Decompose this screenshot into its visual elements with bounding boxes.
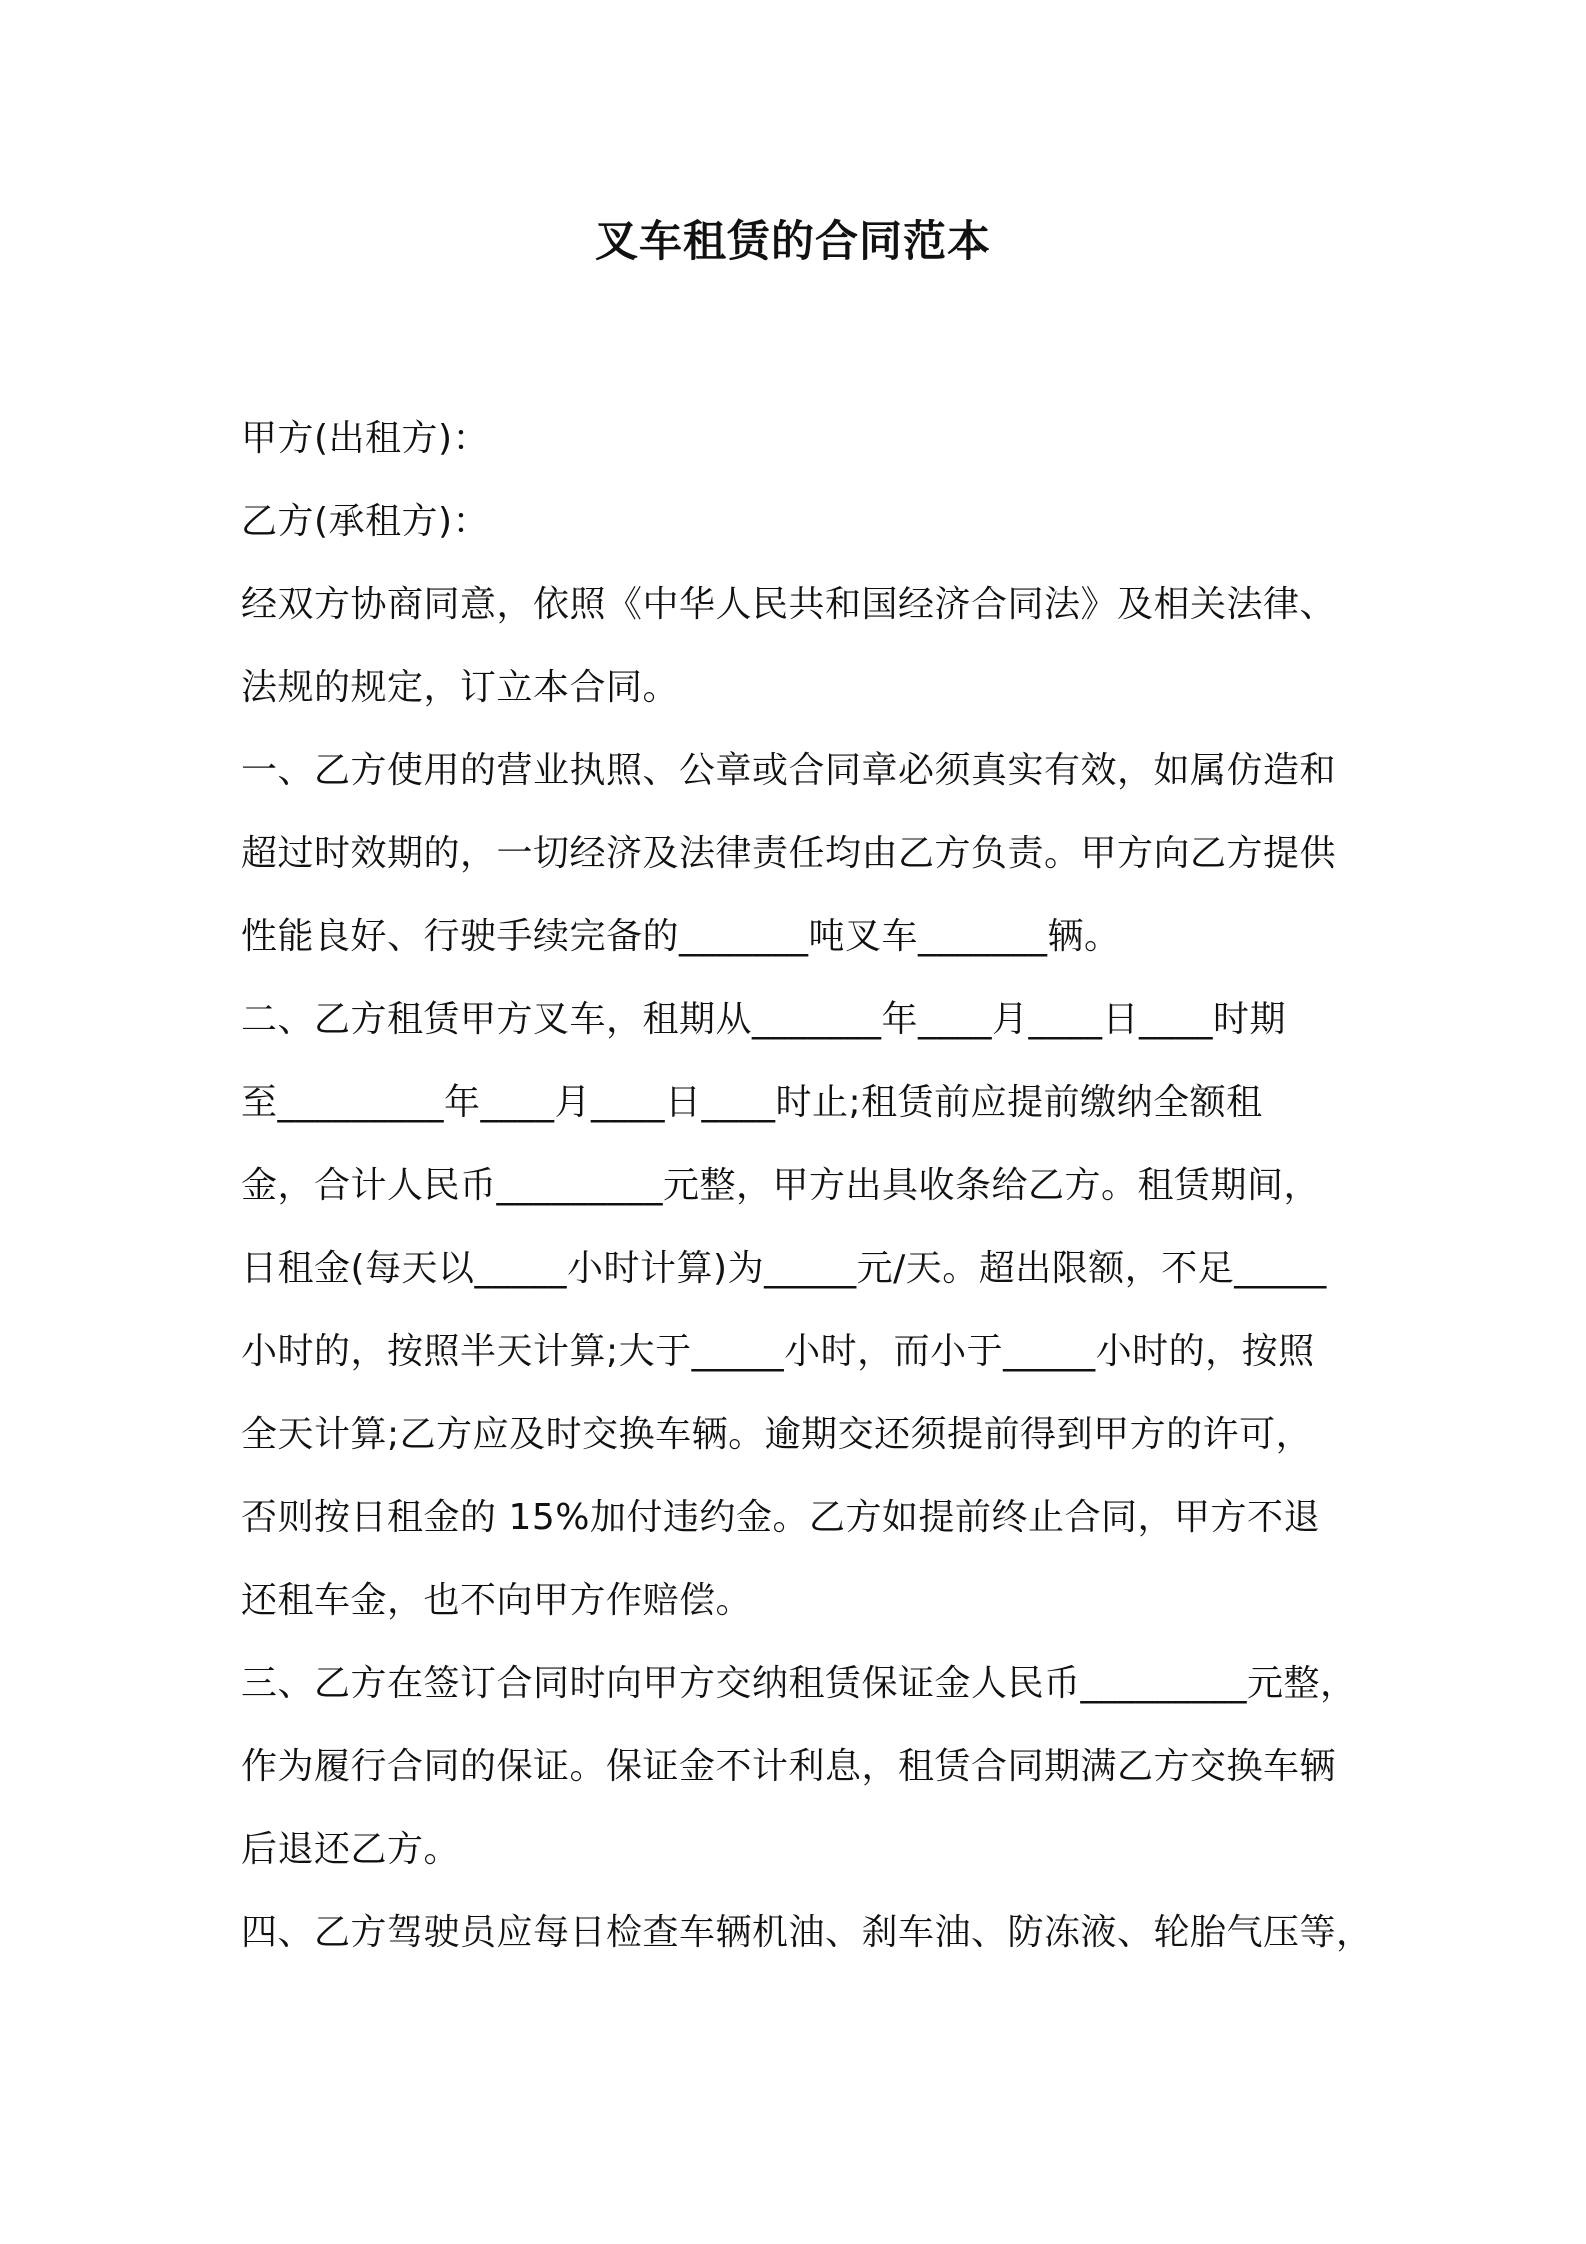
clause-3-line: 后退还乙方。 — [241, 1829, 461, 1870]
preamble-line: 法规的规定，订立本合同。 — [241, 667, 680, 708]
clause-2-line: 日租金(每天以_____小时计算)为_____元/天。超出限额，不足_____ — [241, 1248, 1327, 1289]
clause-3-line: 三、乙方在签订合同时向甲方交纳租赁保证金人民币_________元整， — [241, 1663, 1357, 1704]
party-b-line: 乙方(承租方)： — [241, 501, 490, 542]
clause-1-line: 一、乙方使用的营业执照、公章或合同章必须真实有效，如属仿造和 — [241, 750, 1337, 791]
clause-2-line: 至_________年____月____日____时止;租赁前应提前缴纳全额租 — [241, 1082, 1263, 1123]
clause-2-line: 还租车金，也不向甲方作赔偿。 — [241, 1580, 753, 1621]
clause-2-line: 否则按日租金的 15%加付违约金。乙方如提前终止合同，甲方不退 — [241, 1497, 1320, 1538]
clause-4-line: 四、乙方驾驶员应每日检查车辆机油、刹车油、防冻液、轮胎气压等， — [241, 1912, 1373, 1953]
clause-2-line: 金，合计人民币_________元整，甲方出具收条给乙方。租赁期间， — [241, 1165, 1321, 1206]
document-body — [241, 403, 1373, 1980]
document-title: 叉车租赁的合同范本 — [595, 217, 991, 267]
clause-2-line: 全天计算;乙方应及时交换车辆。逾期交还须提前得到甲方的许可， — [241, 1414, 1313, 1455]
clause-1-line: 性能良好、行驶手续完备的_______吨叉车_______辆。 — [241, 916, 1121, 957]
clause-2-line: 二、乙方租赁甲方叉车，租期从_______年____月____日____时期 — [241, 999, 1287, 1040]
party-a-line: 甲方(出租方)： — [241, 418, 490, 459]
clause-1-line: 超过时效期的，一切经济及法律责任均由乙方负责。甲方向乙方提供 — [241, 833, 1337, 874]
clause-3-line: 作为履行合同的保证。保证金不计利息，租赁合同期满乙方交换车辆 — [241, 1746, 1337, 1787]
clause-2-line: 小时的，按照半天计算;大于_____小时，而小于_____小时的，按照 — [241, 1331, 1315, 1372]
preamble-line: 经双方协商同意，依照《中华人民共和国经济合同法》及相关法律、 — [241, 584, 1337, 625]
